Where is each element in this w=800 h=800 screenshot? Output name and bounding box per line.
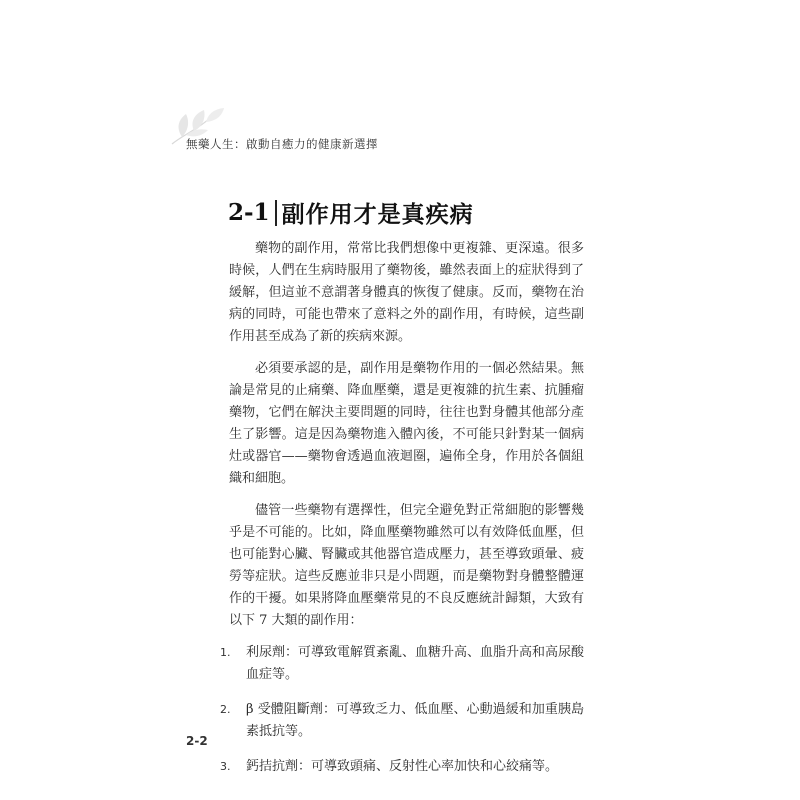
paragraph: 藥物的副作用，常常比我們想像中更複雜、更深遠。很多時候，人們在生病時服用了藥物後，雖然表面上的症狀得到了緩解，但這並不意謂著身體真的恢復了健康。反而，藥物在治病的同時，可能也帶來了意料之外的副作用，有時候，這些副作用甚至成為了新的疾病來源。 [229, 241, 584, 344]
list-item-text: 利尿劑：可導致電解質紊亂、血糖升高、血脂升高和高尿酸血症等。 [246, 645, 585, 682]
list-item-number: 1. [220, 646, 231, 659]
section-title: 副作用才是真疾病 [281, 201, 474, 228]
list-item [220, 642, 584, 686]
list-item-number: 2. [220, 703, 231, 716]
paragraph: 儘管一些藥物有選擇性，但完全避免對正常細胞的影響幾乎是不可能的。比如，降血壓藥物雖然可以有效降低血壓，但也可能對心臟、腎臟或其他器官造成壓力，甚至導致頭暈、疲勞等症狀。這些反應並非只是小問題，而是藥物對身體整體運作的干擾。如果將降血壓藥常見的不良反應統計歸類，大致有以下 7 大類的副作用： [229, 503, 584, 628]
list-item [220, 756, 584, 778]
section-number: 2-1 [228, 199, 270, 226]
page-number: 2-2 [186, 734, 208, 748]
body-text [220, 238, 585, 791]
side-effect-list [220, 642, 585, 778]
heading-divider [275, 200, 277, 226]
list-item [220, 699, 584, 743]
section-heading [228, 196, 474, 229]
running-header: 無藥人生：啟動自癒力的健康新選擇 [186, 137, 378, 151]
list-item-text: β 受體阻斷劑：可導致乏力、低血壓、心動過緩和加重胰島素抵抗等。 [246, 702, 584, 739]
list-item-number: 3. [220, 760, 231, 773]
paragraph: 必須要承認的是，副作用是藥物作用的一個必然結果。無論是常見的止痛藥、降血壓藥，還是更複雜的抗生素、抗腫瘤藥物，它們在解決主要問題的同時，往往也對身體其他部分產生了影響。這是因為藥物進入體內後，不可能只針對某一個病灶或器官——藥物會透過血液迴圈，遍佈全身，作用於各個組織和細胞。 [229, 361, 584, 486]
list-item-text: 鈣拮抗劑：可導致頭痛、反射性心率加快和心絞痛等。 [246, 759, 559, 774]
